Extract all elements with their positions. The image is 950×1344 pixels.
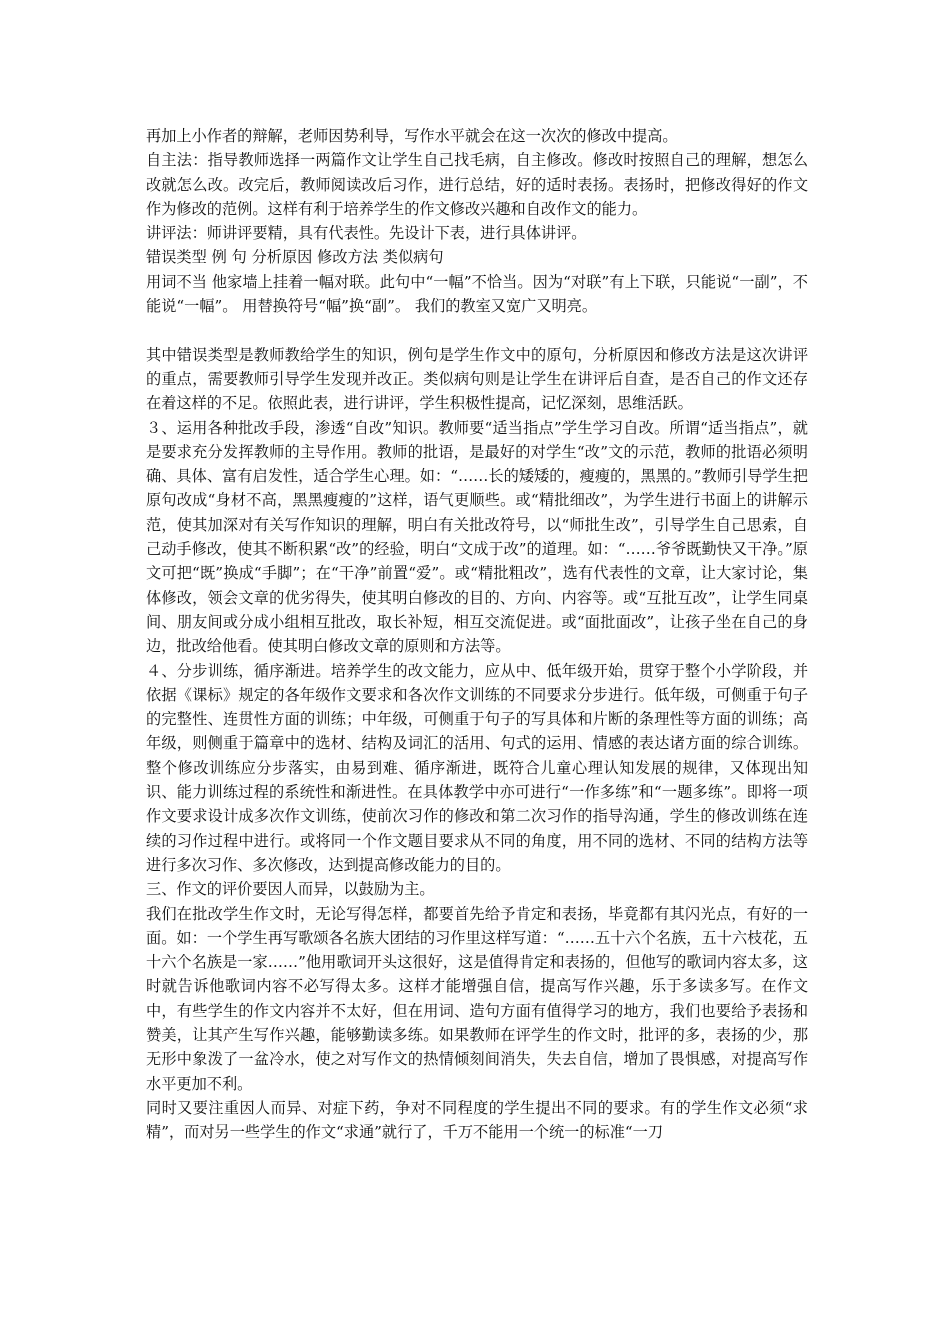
table-header-line: 错误类型 例 句 分析原因 修改方法 类似病句 bbox=[146, 248, 444, 267]
document-body bbox=[146, 124, 808, 1144]
paragraph-section-3: ３、运用各种批改手段，渗透“自改”知识。教师要“适当指点”学生学习自改。所谓“适当指点”，就是要求充分发挥教师的主导作用。教师的批语，是最好的对学生“改”文的示范，教师的批语必须明确、具体、富有启发性，适合学生心理。如：“……长的矮矮的，瘦瘦的，黑黑的。”教师引导学生把原句改成“身材不高，黑黑瘦瘦的”这样，语气更顺些。或“精批细改”，为学生进行书面上的讲解示范，使其加深对有关写作知识的理解，明白有关批改符号，以“师批生改”，引导学生自己思索，自己动手修改，使其不断积累“改”的经验，明白“文成于改”的道理。如：“……爷爷既勤快又干净。”原文可把“既”换成“手脚”；在“干净”前置“爱”。或“精批粗改”，选有代表性的文章，让大家讨论，集体修改，领会文章的优劣得失，使其明白修改的目的、方向、内容等。或“互批互改”，让学生同桌间、朋友间或分成小组相互批改，取长补短，相互交流促进。或“面批面改”，让孩子坐在自己的身边，批改给他看。使其明白修改文章的原则和方法等。 bbox=[146, 418, 808, 656]
paragraph-praise: 我们在批改学生作文时，无论写得怎样，都要首先给予肯定和表扬，毕竟都有其闪光点，有好的一面。如：一个学生再写歌颂各名族大团结的习作里这样写道：“……五十六个名族，五十六枝花，五十六个名族是一家……”他用歌词开头这很好，这是值得肯定和表扬的，但他写的歌词内容太多，这时就告诉他歌词内容不必写得太多。这样才能增强自信，提高写作兴趣，乐于多读多写。在作文中，有些学生的作文内容并不太好，但在用词、造句方面有值得学习的地方，我们也要给予表扬和赞美，让其产生写作兴趣，能够勤读多练。如果教师在评学生的作文时，批评的多，表扬的少，那无形中象泼了一盆冷水，使之对写作文的热情倾刻间消失，失去自信，增加了畏惧感，对提高写作水平更加不利。 bbox=[146, 904, 808, 1093]
paragraph-lecture-method: 讲评法：师讲评要精，具有代表性。先设计下表，进行具体讲评。 bbox=[146, 224, 587, 243]
paragraph-continuation: 再加上小作者的辩解，老师因势利导，写作水平就会在这一次次的修改中提高。 bbox=[146, 127, 678, 145]
heading-part-three: 三、作文的评价要因人而异，以鼓励为主。 bbox=[146, 880, 435, 899]
paragraph-table-explanation: 其中错误类型是教师教给学生的知识，例句是学生作文中的原句，分析原因和修改方法是这次讲评的重点，需要教师引导学生发现并改正。类似病句则是让学生在讲评后自查，是否自己的作文还存在着这样的不足。依照此表，进行讲评，学生积极性提高，记忆深刻，思维活跃。 bbox=[146, 345, 808, 413]
paragraph-section-4: ４、分步训练，循序渐进。培养学生的改文能力，应从中、低年级开始，贯穿于整个小学阶段，并依据《课标》规定的各年级作文要求和各次作文训练的不同要求分步进行。低年级，可侧重于句子的完整性、连贯性方面的训练；中年级，可侧重于句子的写具体和片断的条理性等方面的训练；高年级，则侧重于篇章中的选材、结构及词汇的活用、句式的运用、情感的表达诸方面的综合训练。整个修改训练应分步落实，由易到难、循序渐进，既符合儿童心理认知发展的规律，又体现出知识、能力训练过程的系统性和渐进性。在具体教学中亦可进行“一作多练”和“一题多练”。即将一项作文要求设计成多次作文训练，使前次习作的修改和第二次习作的指导沟通，学生的修改训练在连续的习作过程中进行。或将同一个作文题目要求从不同的角度，用不同的选材、不同的结构方法等进行多次习作、多次修改，达到提高修改能力的目的。 bbox=[146, 661, 808, 874]
table-example-line: 用词不当 他家墙上挂着一幅对联。此句中“一幅”不恰当。因为“对联”有上下联，只能说“一副”，不能说“一幅”。 用替换符号“幅”换“副”。 我们的教室又宽广又明亮。 bbox=[146, 272, 808, 316]
blank-line bbox=[146, 318, 808, 342]
paragraph-differentiation: 同时又要注重因人而异、对症下药，争对不同程度的学生提出不同的要求。有的学生作文必须“求精”，而对另一些学生的作文“求通”就行了，千万不能用一个统一的标准“一刀 bbox=[146, 1098, 808, 1142]
paragraph-self-revision-method: 自主法：指导教师选择一两篇作文让学生自己找毛病，自主修改。修改时按照自己的理解，想怎么改就怎么改。改完后，教师阅读改后习作，进行总结，好的适时表扬。表扬时，把修改得好的作文作为修改的范例。这样有利于培养学生的作文修改兴趣和自改作文的能力。 bbox=[146, 151, 808, 218]
